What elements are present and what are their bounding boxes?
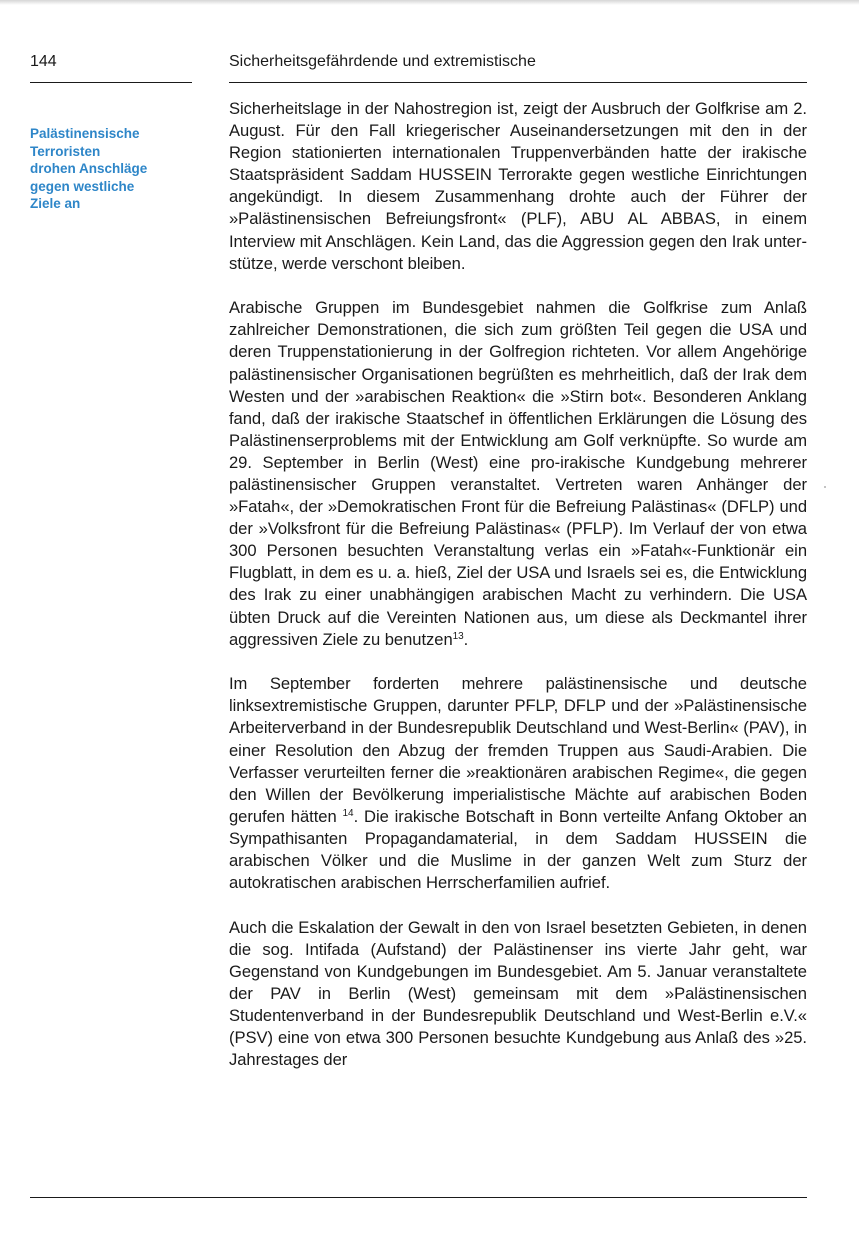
footer-rule xyxy=(30,1197,807,1198)
paragraph-2-text: Arabische Gruppen im Bundesgebiet nahmen die Golfkrise zum Anlaß zahlreicher Demonstrationen, die sich zum größten Teil gegen die USA und deren Truppenstationierung in der Golfregion richteten. Vor allem Angehörige palästinensischer Organisationen begrüßten es mehrheitlich, daß der Irak dem Westen und der »arabischen Reaktion« die »Stirn bot«. Besonderen Anklang fand, daß der irakische Staatschef in öffentlichen Erklärungen die Lösung des Palästinenserproblems mit der Entwicklung am Golf verknüpfte. So wurde am 29. September in Berlin (West) eine pro-irakische Kundgebung mehrerer palästinensischer Gruppen veranstaltet. Vertreten waren Anhänger der »Fatah«, der »Demokratischen Front für die Befreiung Palästinas« (DFLP) und der »Volksfront für die Befreiung Palästinas« (PFLP). Im Verlauf der von etwa 300 Personen besuchten Veranstaltung verlas ein »Fatah«-Funktionär ein Flugblatt, in dem es u. a. hieß, Ziel der USA und Israels sei es, die Entwicklung des Irak zu einer unabhängigen arabischen Macht zu verhindern. Die USA übten Druck auf die Vereinten Nationen aus, um diese als Deckmantel ihrer aggressiven Ziele zu benutzen xyxy=(229,298,807,649)
paragraph-1: Sicherheitslage in der Nahostregion ist, zeigt der Ausbruch der Golfkrise am 2. August. Für den Fall kriegerischer Auseinandersetzungen mit den in der Region stationierten internationalen Truppenverbänden hatte der irakische Staatspräsident Saddam HUSSEIN Terrorakte gegen westliche Einrichtungen angekündigt. In diesem Zusammenhang drohte auch der Führer der »Palästinensischen Befreiungsfront« (PLF), ABU AL ABBAS, in einem Interview mit Anschlägen. Kein Land, das die Aggression gegen den Irak unterstütze, werde verschont bleiben. xyxy=(229,99,807,273)
scan-artifact xyxy=(824,486,826,488)
footnote-marker-13: 13 xyxy=(452,630,464,642)
body-text xyxy=(229,98,807,1071)
scan-edge xyxy=(0,0,859,5)
paragraph-4: Auch die Eskalation der Gewalt in den von Israel besetzten Gebieten, in denen die sog. Intifada (Aufstand) der Palästinenser ins vierte Jahr geht, war Gegenstand von Kundgebungen im Bundesgebiet. Am 5. Januar veranstaltete der PAV in Berlin (West) gemeinsam mit dem »Palästinensischen Studentenverband in der Bundesrepublik Deutschland und West-Berlin e.V.« (PSV) eine von etwa 300 Personen besuchte Kundgebung aus Anlaß des »25. Jahrestages der xyxy=(229,917,807,1070)
running-head: Sicherheitsgefährdende und extremistische xyxy=(229,53,536,70)
page-number: 144 xyxy=(30,53,57,70)
header-rule-left xyxy=(30,82,192,83)
margin-note: Palästinensische Terroristen drohen Anschläge gegen westliche Ziele an xyxy=(30,126,148,211)
header-rule-right xyxy=(229,82,807,83)
paragraph-3-text: Im September forderten mehrere palästinensische und deutsche linksextremistische Gruppen, darunter PFLP, DFLP und der »Palästinensische Arbeiterverband in der Bundesrepublik Deutschland und West-Berlin« (PAV), in einer Resolution den Abzug der fremden Truppen aus Saudi-Arabien. Die Verfasser verurteilten ferner die »reaktionären arabischen Regime«, die gegen den Willen der Bevölkerung imperialistische Mächte auf arabischen Boden gerufen hätten xyxy=(229,674,807,826)
paragraph-3-end: . Die irakische Botschaft in Bonn verteilte Anfang Oktober an Sympathisanten Propagandamaterial, in dem Saddam HUSSEIN die arabischen Völker und die Muslime in der ganzen Welt zum Sturz der autokratischen arabischen Herrscherfamilien aufrief. xyxy=(229,806,807,893)
paragraph-2 xyxy=(229,297,807,651)
footnote-marker-14: 14 xyxy=(342,807,354,819)
paragraph-3 xyxy=(229,673,807,894)
paragraph-2-end: . xyxy=(463,629,469,649)
